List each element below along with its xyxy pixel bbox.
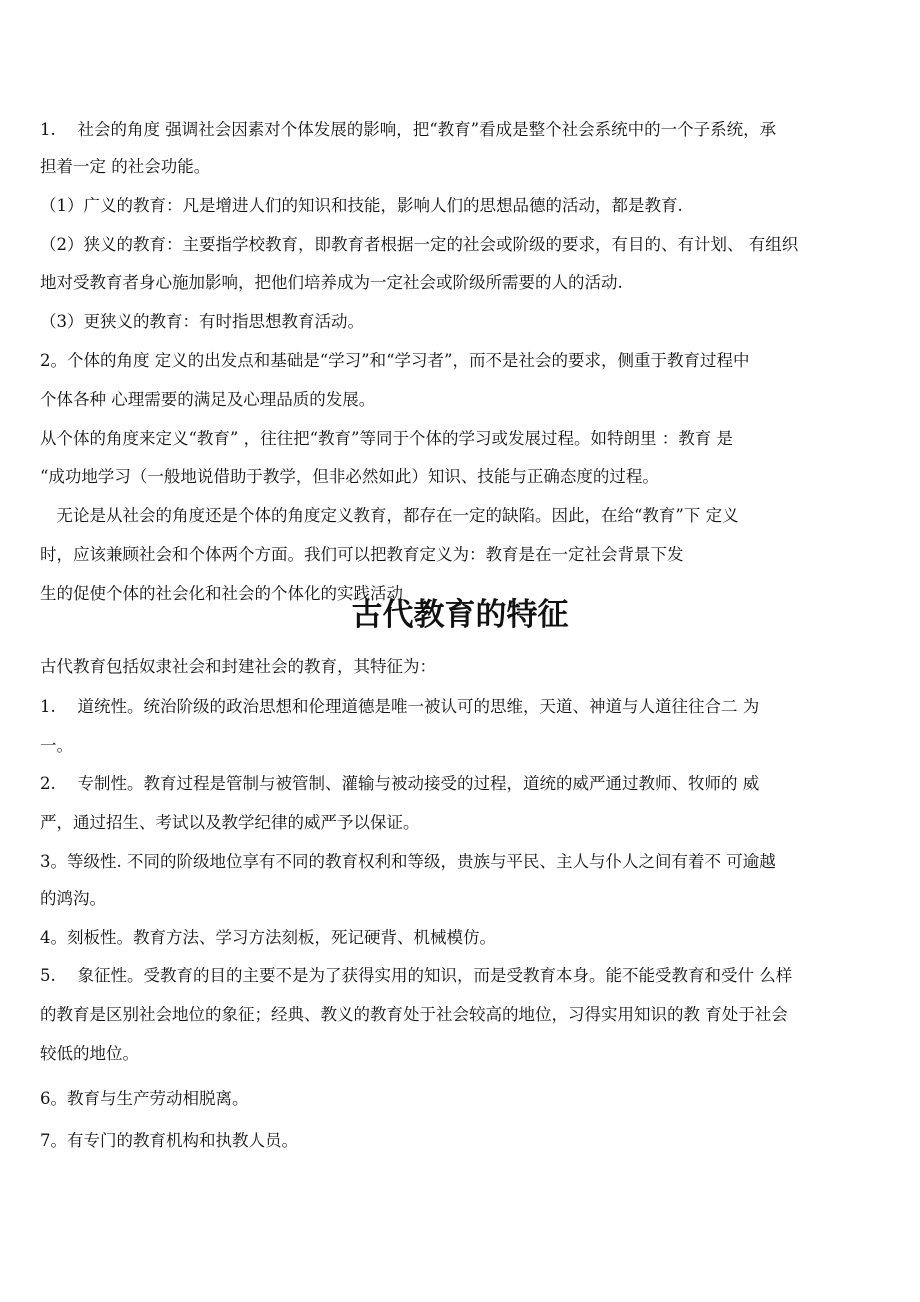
text-line: 严，通过招生、考试以及教学纪律的威严予以保证。	[40, 813, 420, 832]
text-line: 无论是从社会的角度还是个体的角度定义教育，都存在一定的缺陷。因此，在给“教育”下 定义	[40, 506, 739, 525]
text-line: 较低的地位。	[40, 1044, 139, 1063]
text-line: 时，应该兼顾社会和个体两个方面。我们可以把教育定义为：教育是在一定社会背景下发	[40, 545, 684, 564]
section-title: 古代教育的特征	[351, 597, 569, 633]
text-line: 的教育是区别社会地位的象征；经典、教义的教育处于社会较高的地位，习得实用知识的教 育处于社会	[40, 1005, 788, 1024]
text-line: 地对受教育者身心施加影响，把他们培养成为一定社会或阶级所需要的人的活动.	[40, 273, 623, 292]
text-line: 5. 象征性。受教育的目的主要不是为了获得实用的知识，而是受教育本身。能不能受教育和受什 么样	[40, 966, 793, 985]
text-line: （1）广义的教育：凡是增进人们的知识和技能，影响人们的思想品德的活动，都是教育.	[40, 196, 683, 215]
text-line: 古代教育包括奴隶社会和封建社会的教育，其特征为：	[40, 657, 436, 676]
text-line: 2. 专制性。教育过程是管制与被管制、灌输与被动接受的过程，道统的威严通过教师、牧师的 威	[40, 774, 760, 793]
text-line: 生的促使个体的社会化和社会的个体化的实践活动	[40, 584, 403, 603]
text-line: （2）狭义的教育：主要指学校教育，即教育者根据一定的社会或阶级的要求，有目的、有计划、 有组织	[40, 235, 799, 254]
text-line: 个体各种 心理需要的满足及心理品质的发展。	[40, 390, 376, 409]
text-line: 的鸿沟。	[40, 889, 106, 908]
text-line: 从个体的角度来定义“教育” ，往往把“教育”等同于个体的学习或发展过程。如特朗里 ：教育 是	[40, 429, 733, 448]
text-line: 3。等级性. 不同的阶级地位享有不同的教育权利和等级，贵族与平民、主人与仆人之间有着不 可逾越	[40, 852, 776, 871]
text-line: 4。刻板性。教育方法、学习方法刻板，死记硬背、机械模仿。	[40, 928, 496, 947]
text-line: （3）更狭义的教育：有时指思想教育活动。	[40, 312, 364, 331]
text-line: 1. 社会的角度 强调社会因素对个体发展的影响，把“教育”看成是整个社会系统中的一个子系统，承	[40, 120, 777, 139]
text-line: 1. 道统性。统治阶级的政治思想和伦理道德是唯一被认可的思维，天道、神道与人道往往合二 为	[40, 697, 760, 716]
text-line: 7。有专门的教育机构和执教人员。	[40, 1131, 298, 1150]
text-line: 6。教育与生产劳动相脱离。	[40, 1089, 249, 1108]
text-line: “成功地学习（一般地说借助于教学，但非必然如此）知识、技能与正确态度的过程。	[40, 467, 659, 486]
text-line: 2。个体的角度 定义的出发点和基础是“学习”和“学习者”，而不是社会的要求，侧重于教育过程中	[40, 351, 750, 370]
text-line: 一。	[40, 736, 73, 755]
text-line: 担着一定 的社会功能。	[40, 157, 211, 176]
